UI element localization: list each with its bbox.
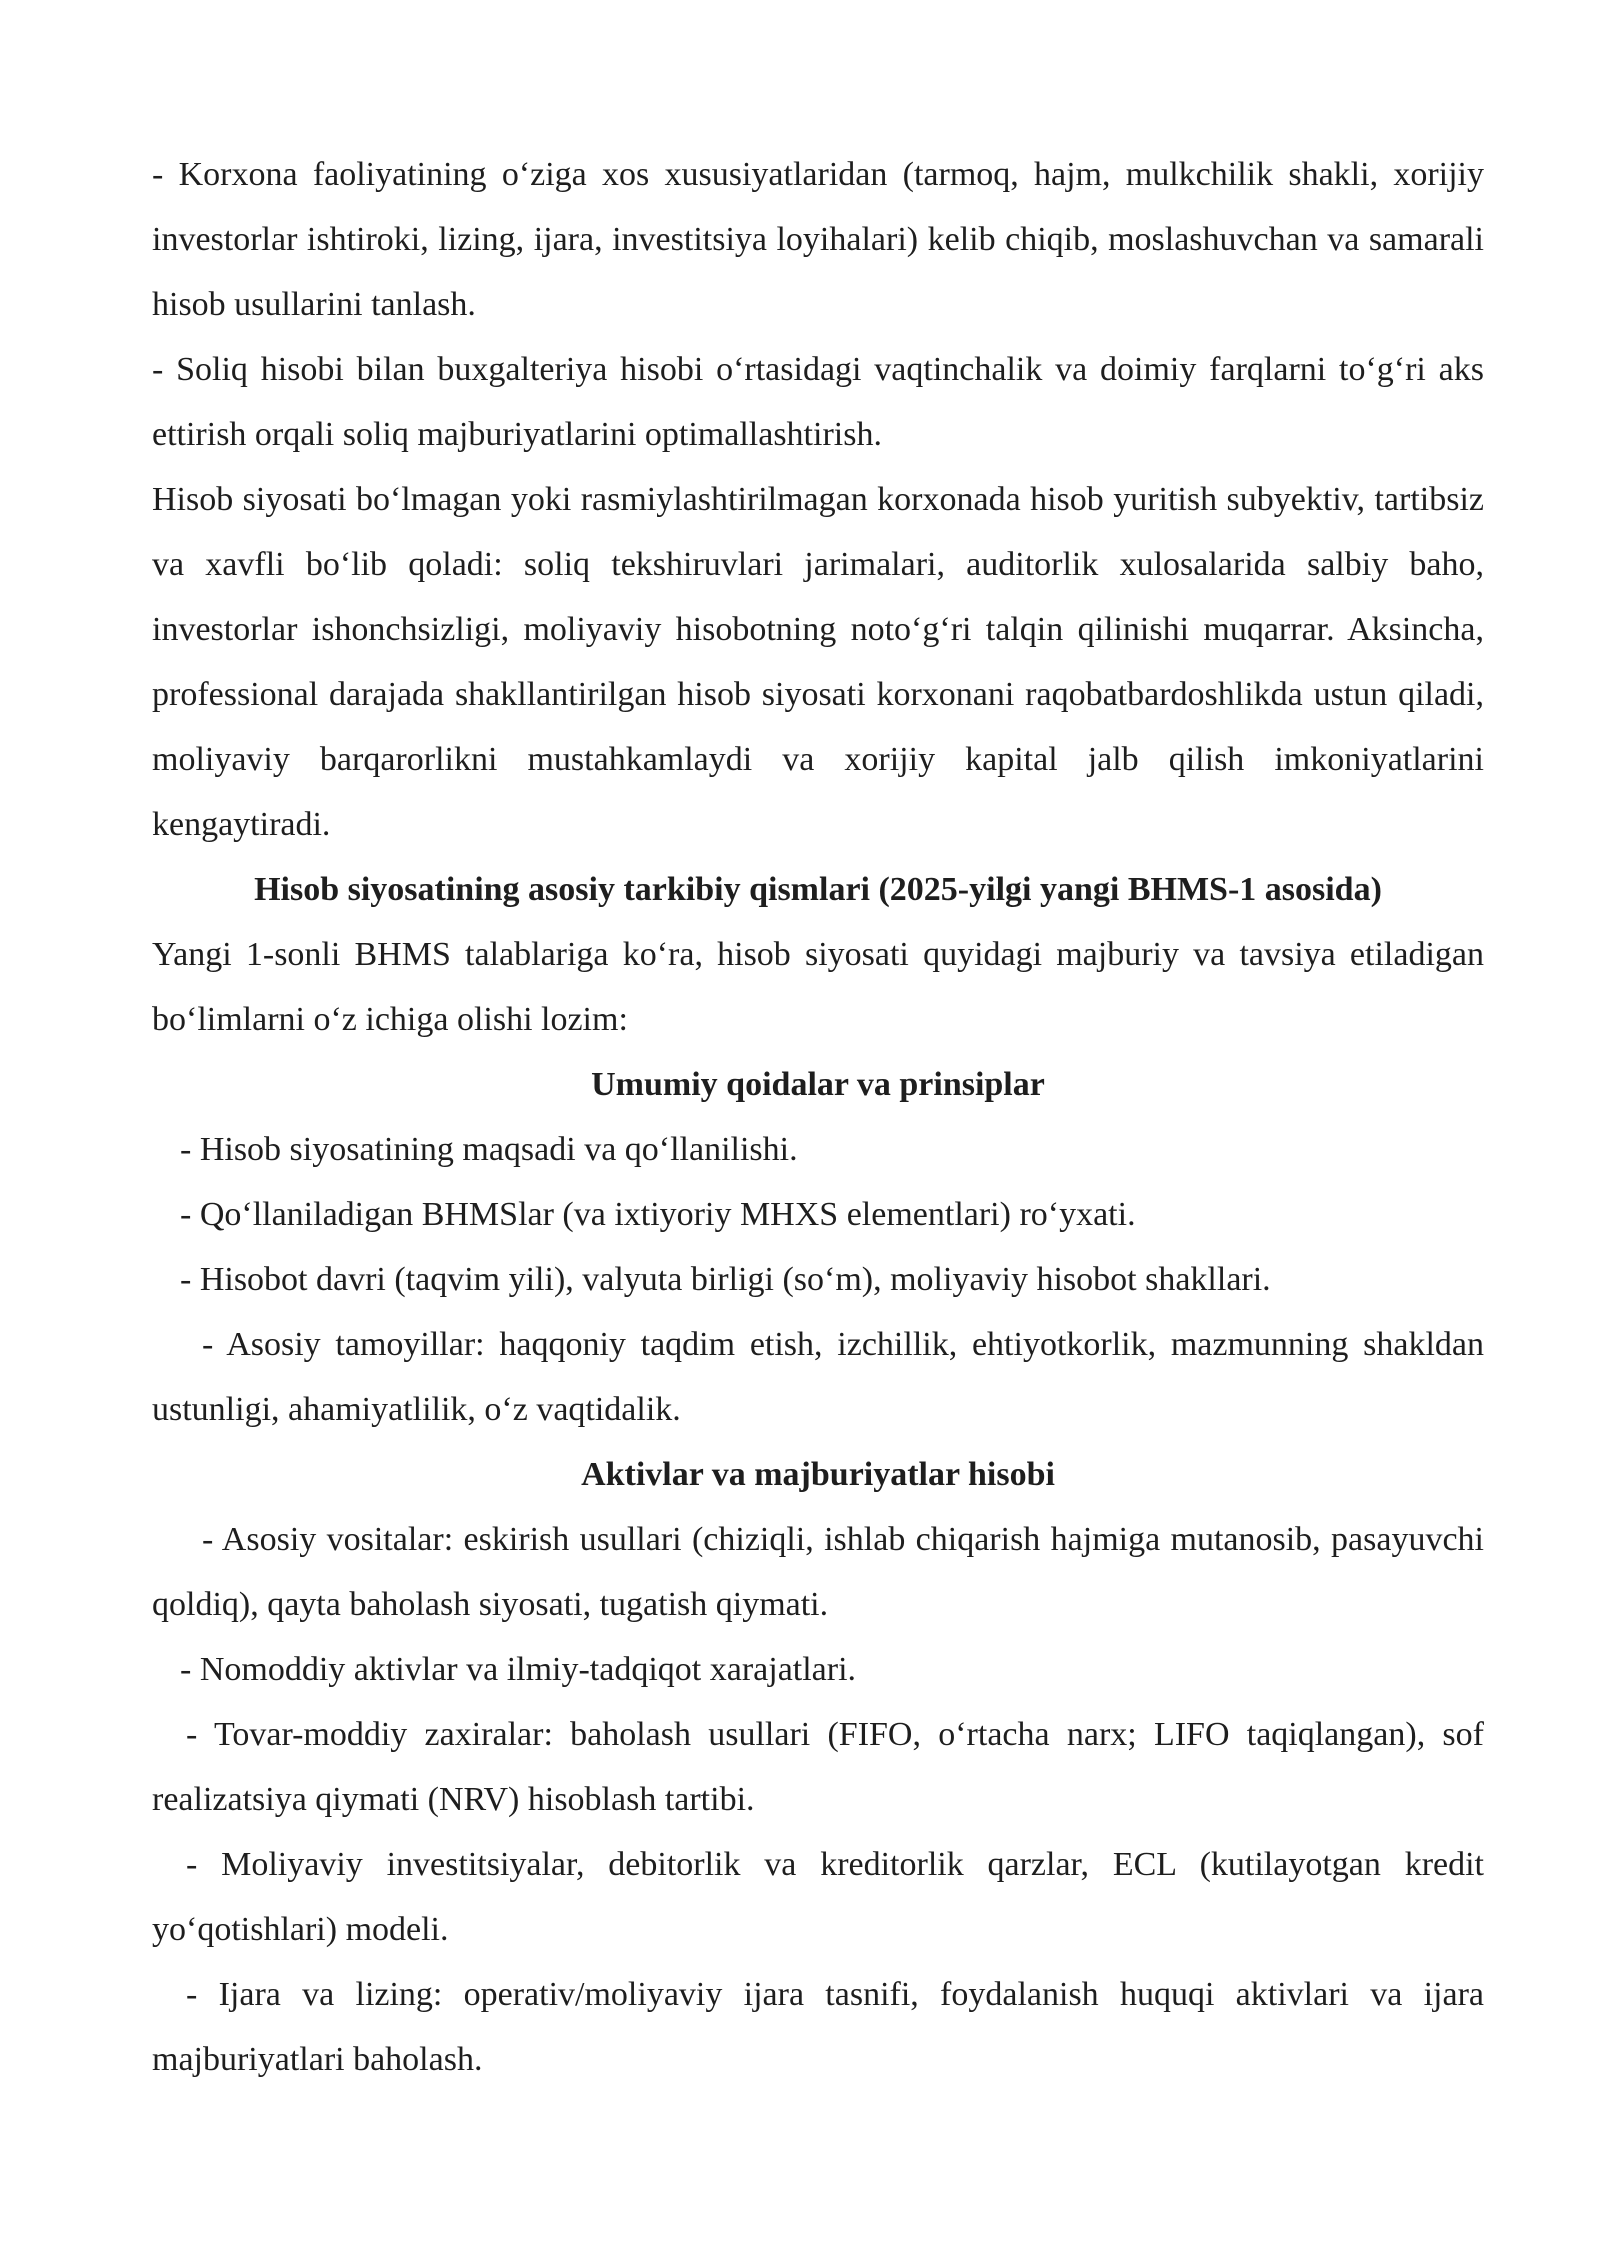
list-item-principles: - Asosiy tamoyillar: haqqoniy taqdim etish, izchillik, ehtiyotkorlik, mazmunning shakldan ustunligi, ahamiyatlilik, o‘z vaqtidalik. <box>152 1326 1484 1428</box>
heading-main-components: Hisob siyosatining asosiy tarkibiy qismlari (2025-yilgi yangi BHMS-1 asosida) <box>254 871 1382 908</box>
list-item-fixed-assets: - Asosiy vositalar: eskirish usullari (chiziqli, ishlab chiqarish hajmiga mutanosib, pasayuvchi qoldiq), qayta baholash siyosati, tugatish qiymati. <box>152 1521 1484 1623</box>
list-item-standards: - Qo‘llaniladigan BHMSlar (va ixtiyoriy MHXS elementlari) ro‘yxati. <box>180 1196 1136 1233</box>
paragraph-tax-differences: - Soliq hisobi bilan buxgalteriya hisobi o‘rtasidagi vaqtinchalik va doimiy farqlarni to‘g‘ri aks ettirish orqali soliq majburiyatlarini optimallashtirish. <box>152 351 1484 453</box>
list-item-financial-investments: - Moliyaviy investitsiyalar, debitorlik va kreditorlik qarzlar, ECL (kutilayotgan kredit yo‘qotishlari) modeli. <box>152 1846 1484 1948</box>
heading-assets-liabilities: Aktivlar va majburiyatlar hisobi <box>581 1456 1055 1493</box>
list-item-inventories: - Tovar-moddiy zaxiralar: baholash usullari (FIFO, o‘rtacha narx; LIFO taqiqlangan), sof realizatsiya qiymati (NRV) hisoblash tartibi. <box>152 1716 1484 1818</box>
paragraph-flexible-methods: - Korxona faoliyatining o‘ziga xos xususiyatlaridan (tarmoq, hajm, mulkchilik shakli, xorijiy investorlar ishtiroki, lizing, ijara, investitsiya loyihalari) kelib chiqib, moslashuvchan va samarali hisob usullarini tanlash. <box>152 156 1484 323</box>
paragraph-policy-importance: Hisob siyosati bo‘lmagan yoki rasmiylashtirilmagan korxonada hisob yuritish subyektiv, tartibsiz va xavfli bo‘lib qoladi: soliq tekshiruvlari jarimalari, auditorlik xulosalarida salbiy baho, investorlar ishonchsizligi, moliyaviy hisobotning noto‘g‘ri talqin qilinishi muqarrar. Aksincha, professional darajada shakllantirilgan hisob siyosati korxonani raqobatbardoshlikda ustun qiladi, moliyaviy barqarorlikni mustahkamlaydi va xorijiy kapital jalb qilish imkoniyatlarini kengaytiradi. <box>152 481 1484 843</box>
list-item-reporting-period: - Hisobot davri (taqvim yili), valyuta birligi (so‘m), moliyaviy hisobot shakllari. <box>180 1261 1271 1298</box>
heading-general-rules: Umumiy qoidalar va prinsiplar <box>591 1066 1045 1103</box>
paragraph-bhms-requirements: Yangi 1-sonli BHMS talablariga ko‘ra, hisob siyosati quyidagi majburiy va tavsiya etiladigan bo‘limlarni o‘z ichiga olishi lozim: <box>152 936 1484 1038</box>
list-item-intangibles: - Nomoddiy aktivlar va ilmiy-tadqiqot xarajatlari. <box>180 1651 857 1688</box>
list-item-purpose: - Hisob siyosatining maqsadi va qo‘llanilishi. <box>180 1131 798 1168</box>
document-page <box>152 142 1484 2092</box>
list-item-leasing: - Ijara va lizing: operativ/moliyaviy ijara tasnifi, foydalanish huquqi aktivlari va ijara majburiyatlari baholash. <box>152 1976 1484 2078</box>
